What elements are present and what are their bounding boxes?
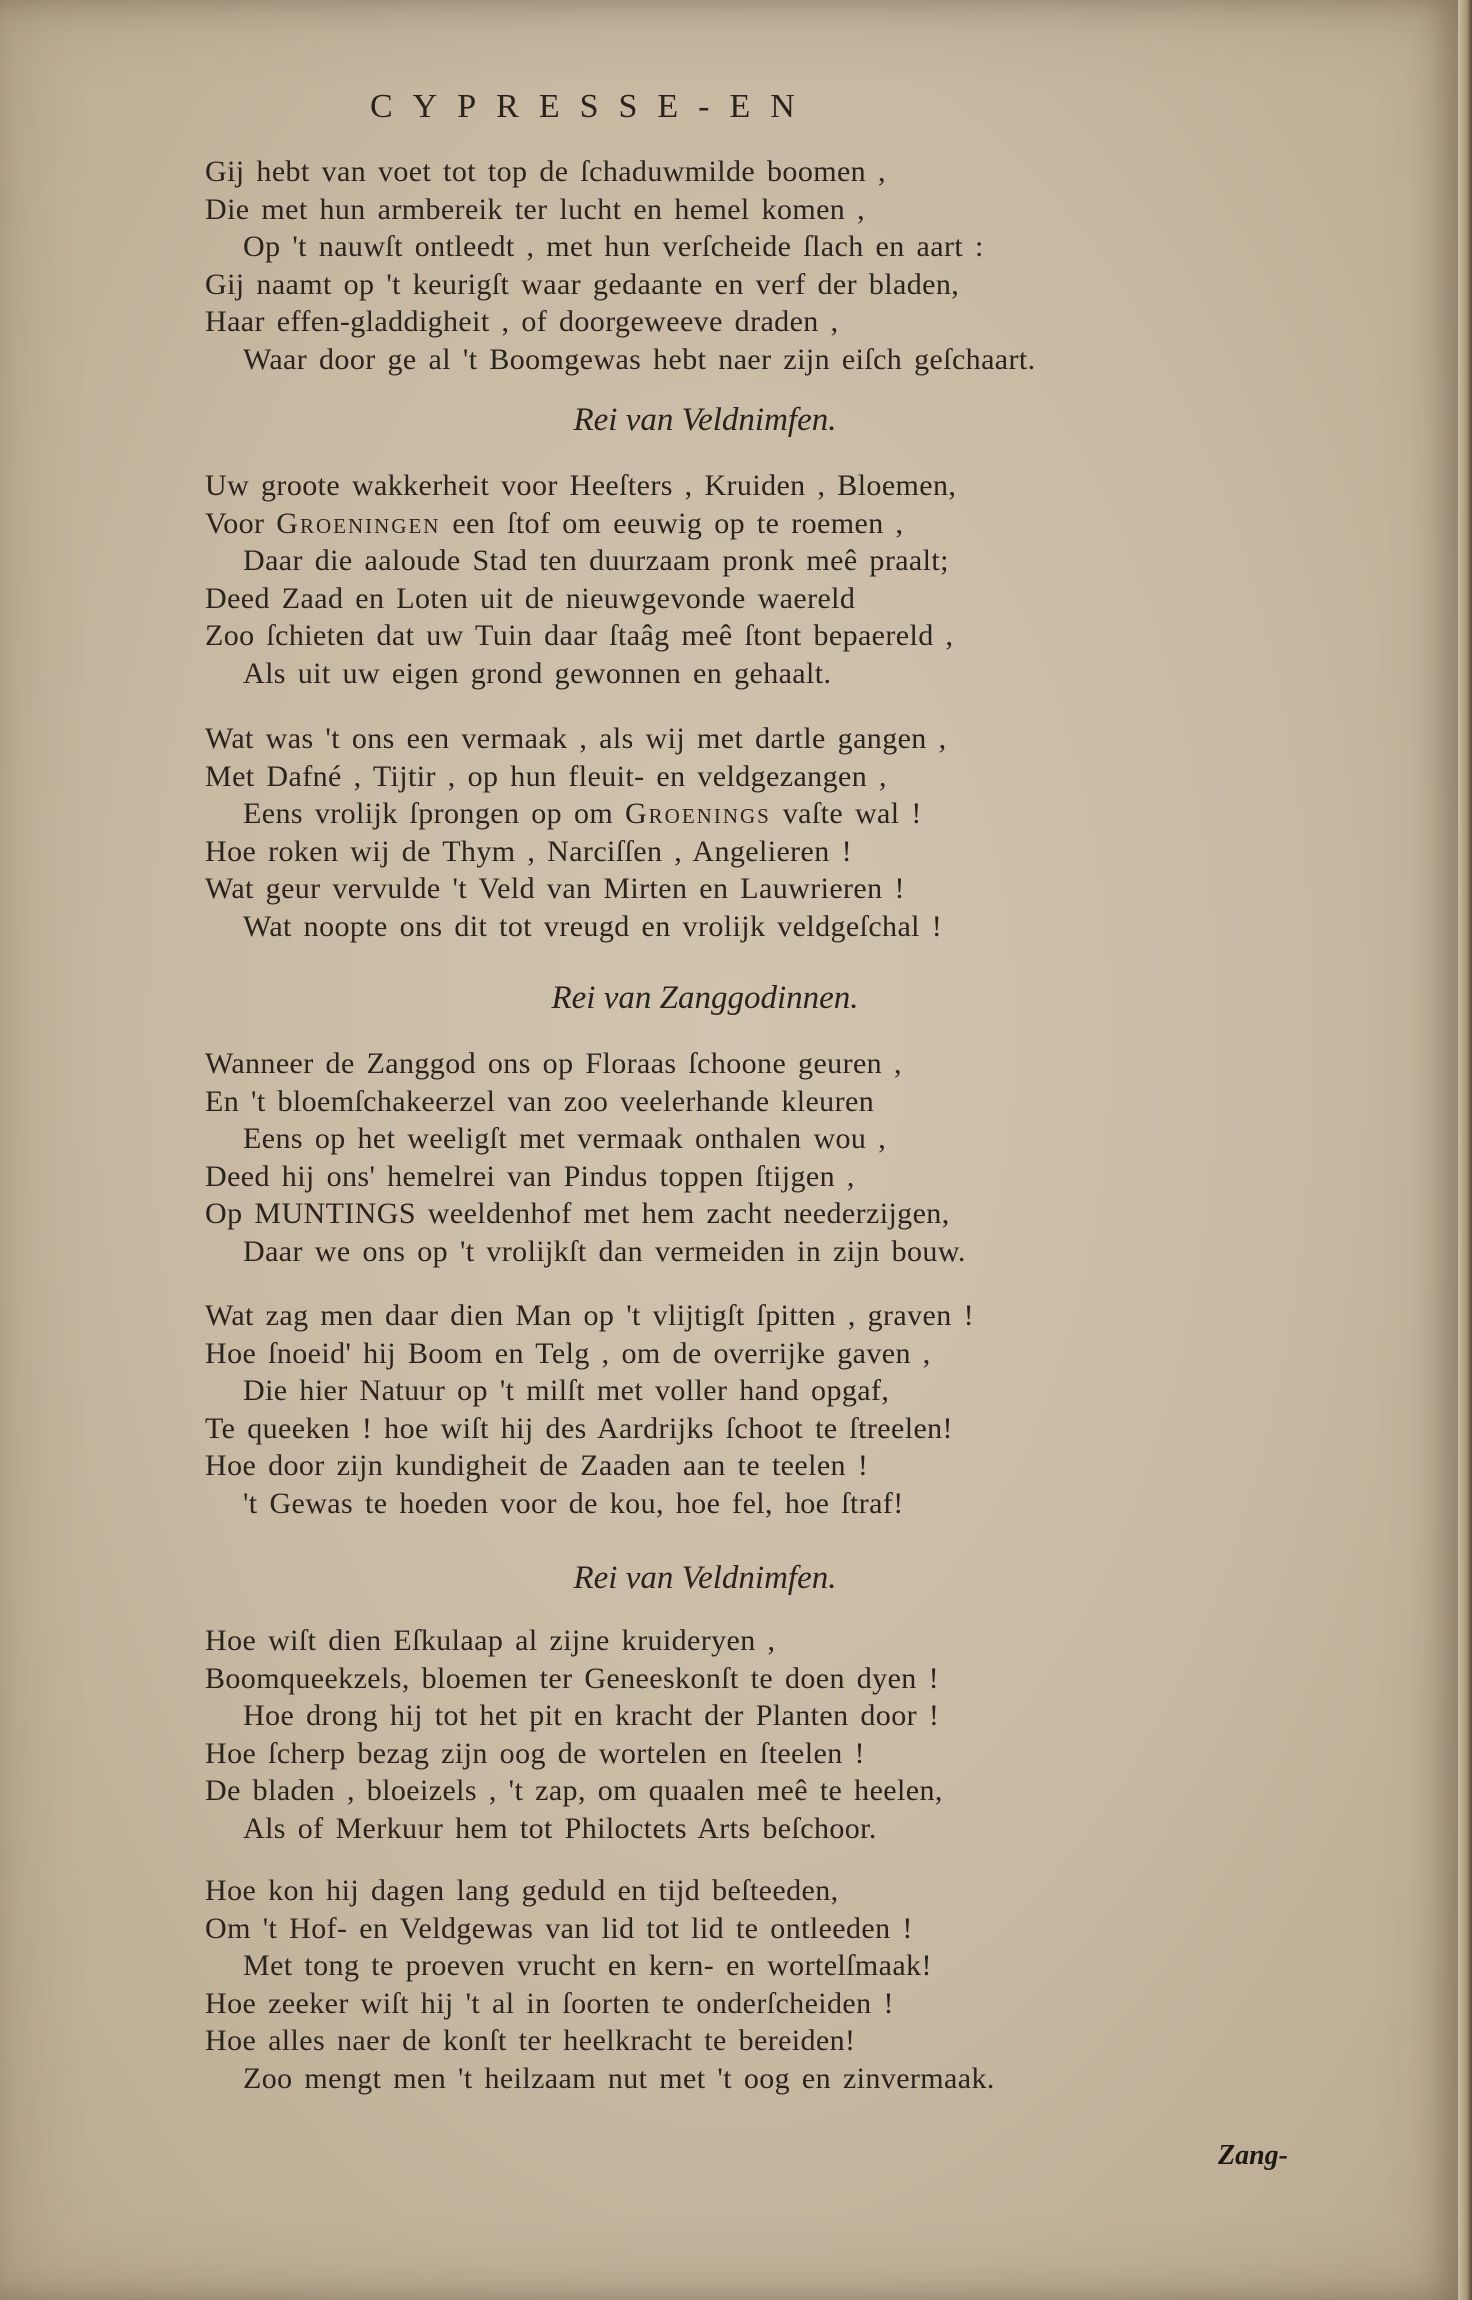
verse-line: Als of Merkuur hem tot Philoctets Arts beſchoor. (243, 1811, 877, 1845)
stanza (205, 153, 1205, 378)
verse-line: Op MUNTINGS weeldenhof met hem zacht neederzijgen, (205, 1197, 950, 1230)
verse-line: Hoe roken wij de Thym , Narciſſen , Angelieren ! (205, 834, 852, 868)
page-edge (1458, 0, 1472, 2300)
verse-line: Deed Zaad en Loten uit de nieuwgevonde waereld (205, 581, 856, 615)
verse-line: Hoe kon hij dagen lang geduld en tijd beſteeden, (205, 1874, 839, 1907)
verse-line: Met tong te proeven vrucht en kern- en wortelſmaak! (243, 1949, 932, 1982)
section-heading: Rei van Veldnimfen. (573, 402, 837, 438)
stanza (205, 467, 1205, 692)
section-heading: Rei van Veldnimfen. (573, 1560, 837, 1596)
verse-line: Hoe ſcherp bezag zijn oog de wortelen en ſteelen ! (205, 1736, 865, 1770)
running-head: CYPRESSE-EN (370, 88, 815, 125)
verse-line: Wanneer de Zanggod ons op Floraas ſchoone geuren , (205, 1047, 902, 1080)
verse-line: Hoe alles naer de konſt ter heelkracht te bereiden! (205, 2024, 856, 2057)
verse-line: De bladen , bloeizels , 't zap, om quaalen meê te heelen, (205, 1774, 943, 1807)
verse-line: Hoe wiſt dien Eſkulaap al zijne kruideryen , (205, 1624, 776, 1657)
verse-line: Om 't Hof- en Veldgewas van lid tot lid te ontleeden ! (205, 1911, 913, 1945)
verse-line: 't Gewas te hoeden voor de kou, hoe fel, hoe ſtraf! (243, 1486, 904, 1520)
verse-line: Daar die aaloude Stad ten duurzaam pronk meê praalt; (243, 544, 949, 577)
verse-line: Gij hebt van voet tot top de ſchaduwmilde boomen , (205, 155, 886, 188)
section-heading: Rei van Zanggodinnen. (551, 980, 859, 1016)
catchword: Zang- (1218, 2140, 1288, 2171)
verse-line: Wat geur vervulde 't Veld van Mirten en Lauwrieren ! (205, 872, 905, 905)
stanza (205, 1872, 1205, 2097)
verse-line: Die hier Natuur op 't milſt met voller hand opgaf, (243, 1374, 890, 1407)
verse-line: Hoe drong hij tot het pit en kracht der Planten door ! (243, 1699, 940, 1732)
verse-line: Met Dafné , Tijtir , op hun fleuit- en veldgezangen , (205, 759, 887, 793)
verse-line: Zoo ſchieten dat uw Tuin daar ſtaâg meê ſtont bepaereld , (205, 619, 954, 652)
verse-line: En 't bloemſchakeerzel van zoo veelerhande kleuren (205, 1084, 875, 1118)
verse-line: Wat was 't ons een vermaak , als wij met dartle gangen , (205, 722, 947, 755)
verse-line: Daar we ons op 't vrolijkſt dan vermeiden in zijn bouw. (243, 1234, 966, 1268)
verse-line: Zoo mengt men 't heilzaam nut met 't oog en zinvermaak. (243, 2061, 995, 2095)
verse-line: Boomqueekzels, bloemen ter Geneeskonſt te doen dyen ! (205, 1661, 939, 1695)
verse-line: Eens vrolijk ſprongen op om Groenings vaſte wal ! (243, 797, 922, 830)
verse-line: Waar door ge al 't Boomgewas hebt naer zijn eiſch geſchaart. (243, 342, 1036, 376)
stanza (205, 1045, 1205, 1270)
verse-line: Voor Groeningen een ſtof om eeuwig op te roemen , (205, 506, 904, 540)
verse-line: Als uit uw eigen grond gewonnen en gehaalt. (243, 656, 832, 690)
verse-line: Gij naamt op 't keurigſt waar gedaante en verf der bladen, (205, 267, 960, 301)
stanza (205, 1297, 1205, 1522)
place-name: Groeningen (276, 506, 441, 540)
verse-line: Haar effen-gladdigheit , of doorgeweeve draden , (205, 305, 839, 338)
verse-line: Wat noopte ons dit tot vreugd en vrolijk veldgeſchal ! (243, 909, 943, 943)
verse-line: Hoe ſnoeid' hij Boom en Telg , om de overrijke gaven , (205, 1336, 931, 1370)
verse-line: Die met hun armbereik ter lucht en hemel komen , (205, 192, 865, 226)
verse-line: Deed hij ons' hemelrei van Pindus toppen ſtijgen , (205, 1159, 855, 1193)
verse-line: Te queeken ! hoe wiſt hij des Aardrijks ſchoot te ſtreelen! (205, 1411, 953, 1445)
stanza (205, 720, 1205, 945)
verse-line: Op 't nauwſt ontleedt , met hun verſcheide ſlach en aart : (243, 230, 984, 263)
verse-line: Wat zag men daar dien Man op 't vlijtigſt ſpitten , graven ! (205, 1299, 974, 1332)
stanza (205, 1622, 1205, 1847)
verse-line: Uw groote wakkerheit voor Heeſters , Kruiden , Bloemen, (205, 469, 957, 502)
verse-line: Eens op het weeligſt met vermaak onthalen wou , (243, 1122, 887, 1155)
verse-line: Hoe zeeker wiſt hij 't al in ſoorten te onderſcheiden ! (205, 1986, 894, 2020)
place-name: Groenings (625, 797, 771, 830)
verse-line: Hoe door zijn kundigheit de Zaaden aan te teelen ! (205, 1449, 869, 1482)
